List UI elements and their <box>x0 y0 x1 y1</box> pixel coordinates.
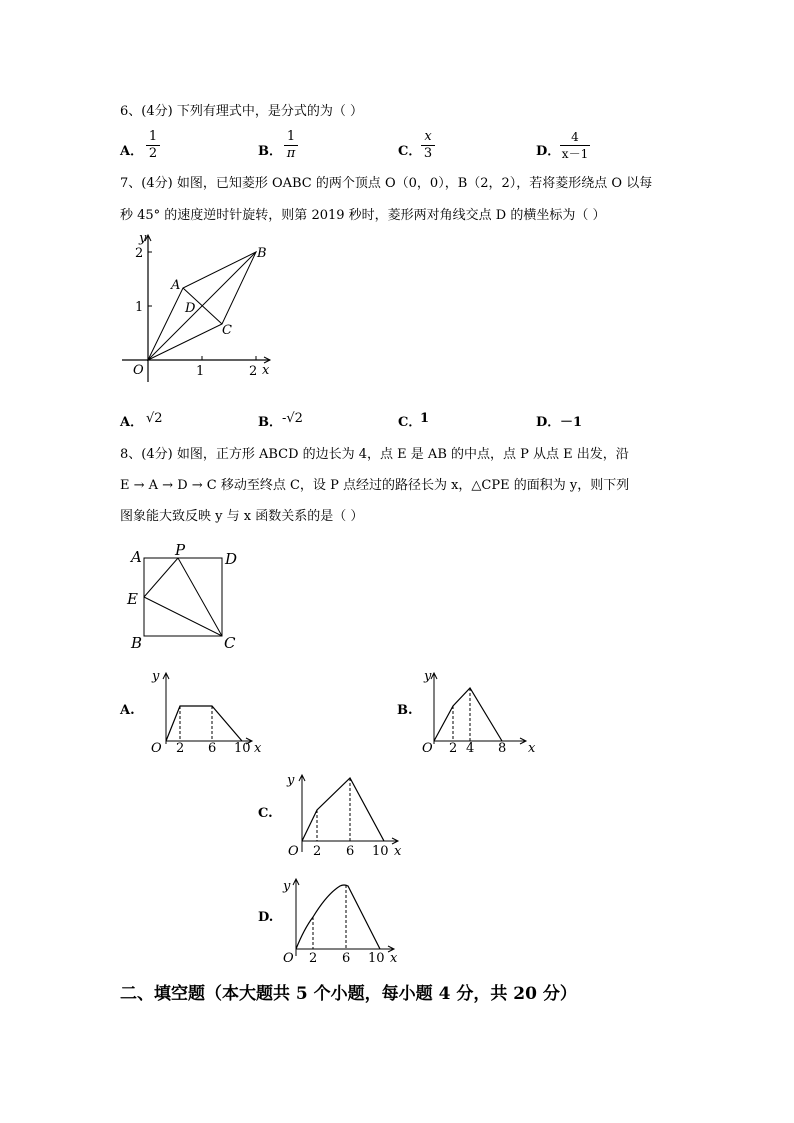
q8-graph-d-label-x: x <box>390 951 398 966</box>
q6-option-d-fraction <box>560 129 590 162</box>
q8-graph-b-label-y: y <box>424 669 432 684</box>
q8-graph-b-tick-1: 2 <box>449 741 458 756</box>
q8-graph-c-tick-1: 2 <box>313 844 322 859</box>
q6-option-b-fraction <box>284 129 298 162</box>
q8-graph-a-letter: A. <box>120 703 135 718</box>
q8-graph-d-label-o: O <box>283 951 294 966</box>
section2-title: 二、填空题（本大题共 5 个小题，每小题 4 分，共 20 分） <box>120 984 577 1004</box>
q8-graph-a-curve <box>166 706 242 741</box>
q7-line2: 秒 45° 的速度逆时针旋转，则第 2019 秒时，菱形两对角线交点 D 的横坐标为（ ） <box>120 208 606 223</box>
q7-option-a-text: √2 <box>146 411 163 426</box>
q8-segment-ep <box>144 558 178 597</box>
q8-segment-ec <box>144 597 222 636</box>
q8-graph-c <box>284 770 414 862</box>
q7-figure <box>118 232 278 392</box>
q6-option-a-den: 2 <box>146 145 160 162</box>
q8-line2: E → A → D → C 移动至终点 C，设 P 点经过的路径长为 x，△CPE 的面积为 y，则下列 <box>120 478 630 493</box>
q8-graph-a-label-y: y <box>152 669 160 684</box>
q8-graph-c-tick-2: 6 <box>346 844 355 859</box>
q8-graph-b-tick-3: 8 <box>498 741 507 756</box>
q8-graph-c-label-x: x <box>394 844 402 859</box>
q8-label-p: P <box>175 541 186 559</box>
q8-graph-d-letter: D. <box>258 910 274 925</box>
q8-graph-d-label-y: y <box>283 879 291 894</box>
q8-graph-b <box>420 668 540 756</box>
q8-label-d: D <box>225 550 238 568</box>
q7-label-d: D <box>185 301 196 316</box>
q8-graph-c-tick-3: 10 <box>372 844 389 859</box>
q8-graph-a-tick-3: 10 <box>234 741 251 756</box>
q8-graph-c-curve <box>302 778 384 841</box>
q8-graph-a-label-x: x <box>254 741 262 756</box>
q8-graph-a-tick-1: 2 <box>176 741 185 756</box>
q6-option-c-den: 3 <box>421 145 435 162</box>
q6-option-a-letter: A． <box>120 144 144 159</box>
q7-label-o: O <box>133 363 144 378</box>
q6-option-b-letter: B． <box>258 144 282 159</box>
q6-option-d-num: 4 <box>571 130 579 144</box>
q8-graph-c-label-o: O <box>288 844 299 859</box>
q7-tick-label-y1: 1 <box>135 300 144 315</box>
q7-label-x: x <box>262 363 270 378</box>
q6-stem: 6、(4分) 下列有理式中，是分式的为（ ） <box>120 104 363 119</box>
q7-tick-label-x2: 2 <box>249 364 258 379</box>
q8-graph-a-label-o: O <box>151 741 162 756</box>
q7-label-b: B <box>257 246 267 261</box>
q8-label-a: A <box>131 548 142 566</box>
q8-graph-b-letter: B. <box>397 703 413 718</box>
q8-graph-b-label-o: O <box>422 741 433 756</box>
q8-graph-b-label-x: x <box>528 741 536 756</box>
q8-graph-d-tick-3: 10 <box>368 951 385 966</box>
q6-option-c-letter: C． <box>398 144 422 159</box>
q7-label-c: C <box>222 323 232 338</box>
q8-label-e: E <box>127 590 138 608</box>
q6-option-d-letter: D． <box>536 144 561 159</box>
q7-tick-label-x1: 1 <box>196 364 205 379</box>
q8-line3: 图象能大致反映 y 与 x 函数关系的是（ ） <box>120 509 364 524</box>
q7-line1: 7、(4分) 如图，已知菱形 OABC 的两个顶点 O（0，0），B（2，2），若将菱形绕点 O 以每 <box>120 176 653 191</box>
q7-option-d-letter: D． <box>536 415 561 430</box>
q6-option-c-fraction <box>421 129 435 162</box>
q8-graph-d-tick-2: 6 <box>342 951 351 966</box>
q7-option-b-text: -√2 <box>282 411 303 426</box>
q8-label-b: B <box>131 634 143 652</box>
q6-option-c-num: x <box>424 129 432 144</box>
q8-graph-d-tick-1: 2 <box>309 951 318 966</box>
q7-label-a: A <box>171 278 181 293</box>
q7-tick-label-y2: 2 <box>135 246 144 261</box>
q7-option-a-letter: A． <box>120 415 144 430</box>
q8-square-figure <box>124 540 254 660</box>
q8-graph-d <box>282 874 412 966</box>
q8-graph-c-label-y: y <box>287 773 295 788</box>
q8-graph-d-curve <box>296 885 380 949</box>
q8-segment-pc <box>178 558 222 636</box>
q8-label-c: C <box>224 634 236 652</box>
q6-option-d-den: x－1 <box>561 147 589 161</box>
q6-option-a-fraction <box>146 129 160 162</box>
q8-graph-a-tick-2: 6 <box>208 741 217 756</box>
q7-option-c-letter: C． <box>398 415 422 430</box>
q6-option-a-num: 1 <box>148 129 158 144</box>
q8-graph-c-letter: C. <box>258 806 273 821</box>
q7-label-y: y <box>139 231 147 246</box>
q7-option-b-letter: B． <box>258 415 282 430</box>
q7-option-d-text: －1 <box>560 415 583 430</box>
q7-option-c-text: 1 <box>420 411 430 426</box>
q6-option-b-den: π <box>284 145 298 162</box>
q8-graph-a <box>148 668 268 756</box>
q8-graph-b-tick-2: 4 <box>466 741 475 756</box>
q8-graph-b-curve <box>434 688 502 741</box>
q8-square <box>144 558 222 636</box>
q6-option-b-num: 1 <box>286 129 296 144</box>
q8-line1: 8、(4分) 如图，正方形 ABCD 的边长为 4，点 E 是 AB 的中点，点 P 从点 E 出发，沿 <box>120 447 629 462</box>
